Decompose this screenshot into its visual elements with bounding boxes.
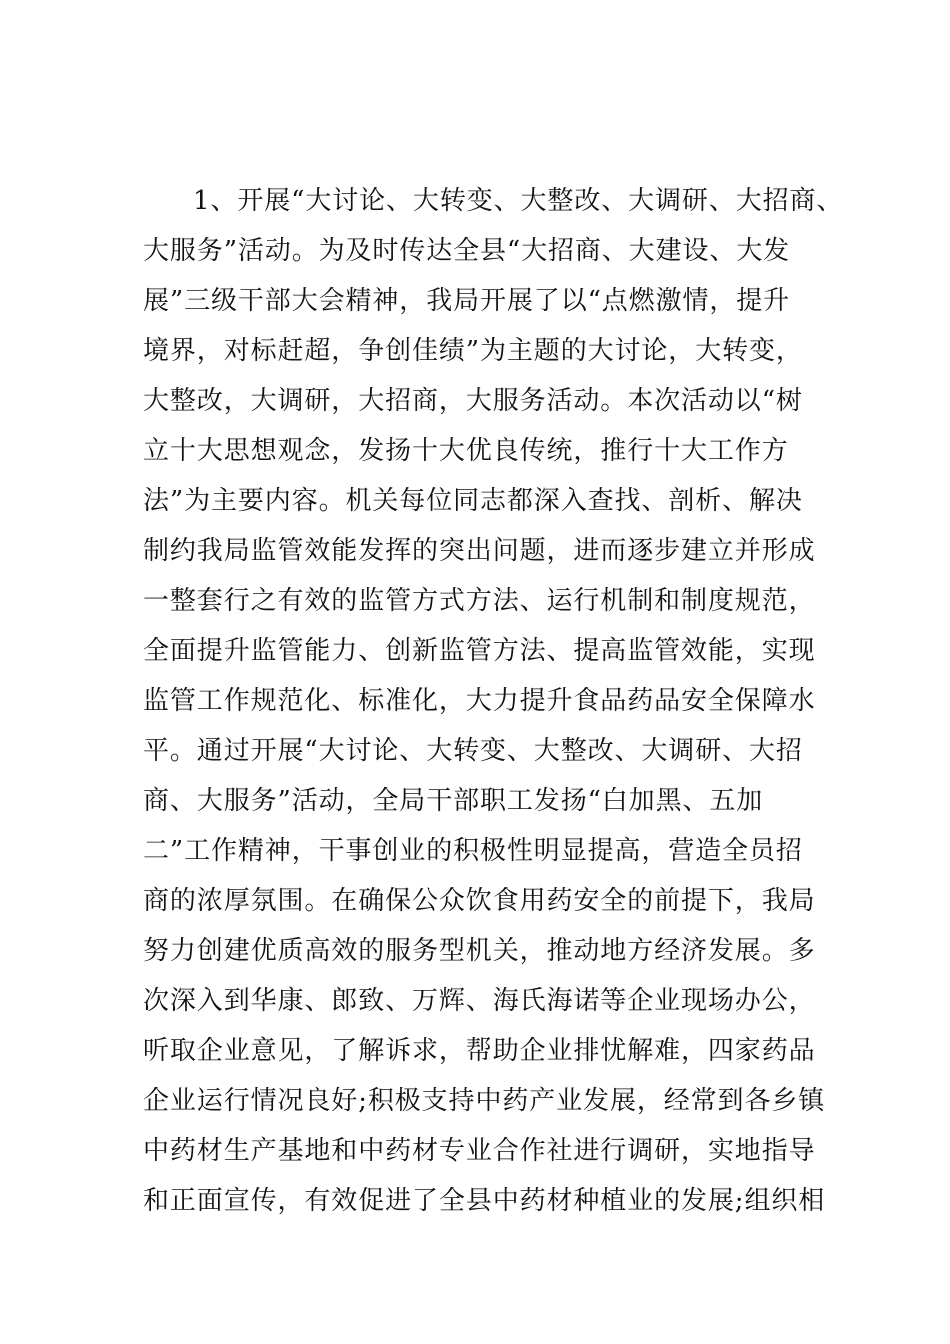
paragraph-line-15: 商的浓厚氛围。在确保公众饮食用药安全的前提下，我局 xyxy=(143,886,816,916)
paragraph-line-13: 商、大服务”活动，全局干部职工发扬“白加黑、五加 xyxy=(143,786,764,816)
paragraph-line-10: 全面提升监管能力、创新监管方法、提高监管效能，实现 xyxy=(143,636,816,666)
paragraph-line-1: 1、开展“大讨论、大转变、大整改、大调研、大招商、 xyxy=(193,186,844,216)
paragraph-line-5: 大整改，大调研，大招商，大服务活动。本次活动以“树 xyxy=(143,386,803,416)
paragraph-line-11: 监管工作规范化、标准化，大力提升食品药品安全保障水 xyxy=(143,686,816,716)
paragraph-line-9: 一整套行之有效的监管方式方法、运行机制和制度规范， xyxy=(143,586,816,616)
paragraph-line-8: 制约我局监管效能发挥的突出问题，进而逐步建立并形成 xyxy=(143,536,816,566)
paragraph-line-16: 努力创建优质高效的服务型机关，推动地方经济发展。多 xyxy=(143,936,816,966)
paragraph-line-19: 企业运行情况良好;积极支持中药产业发展，经常到各乡镇 xyxy=(143,1086,826,1116)
paragraph-line-2: 大服务”活动。为及时传达全县“大招商、大建设、大发 xyxy=(143,236,791,266)
paragraph-line-17: 次深入到华康、郎致、万辉、海氏海诺等企业现场办公， xyxy=(143,986,816,1016)
paragraph-line-6: 立十大思想观念，发扬十大优良传统，推行十大工作方 xyxy=(143,436,789,466)
paragraph-line-21: 和正面宣传，有效促进了全县中药材种植业的发展;组织相 xyxy=(143,1186,826,1216)
body-paragraph xyxy=(143,176,844,1226)
paragraph-line-4: 境界，对标赶超，争创佳绩”为主题的大讨论，大转变， xyxy=(143,336,803,366)
paragraph-line-20: 中药材生产基地和中药材专业合作社进行调研，实地指导 xyxy=(143,1136,816,1166)
paragraph-line-3: 展”三级干部大会精神，我局开展了以“点燃激情，提升 xyxy=(143,286,791,316)
paragraph-line-12: 平。通过开展“大讨论、大转变、大整改、大调研、大招 xyxy=(143,736,803,766)
paragraph-line-14: 二”工作精神，干事创业的积极性明显提高，营造全员招 xyxy=(143,836,803,866)
paragraph-line-7: 法”为主要内容。机关每位同志都深入查找、剖析、解决 xyxy=(143,486,803,516)
paragraph-line-18: 听取企业意见，了解诉求，帮助企业排忧解难，四家药品 xyxy=(143,1036,816,1066)
